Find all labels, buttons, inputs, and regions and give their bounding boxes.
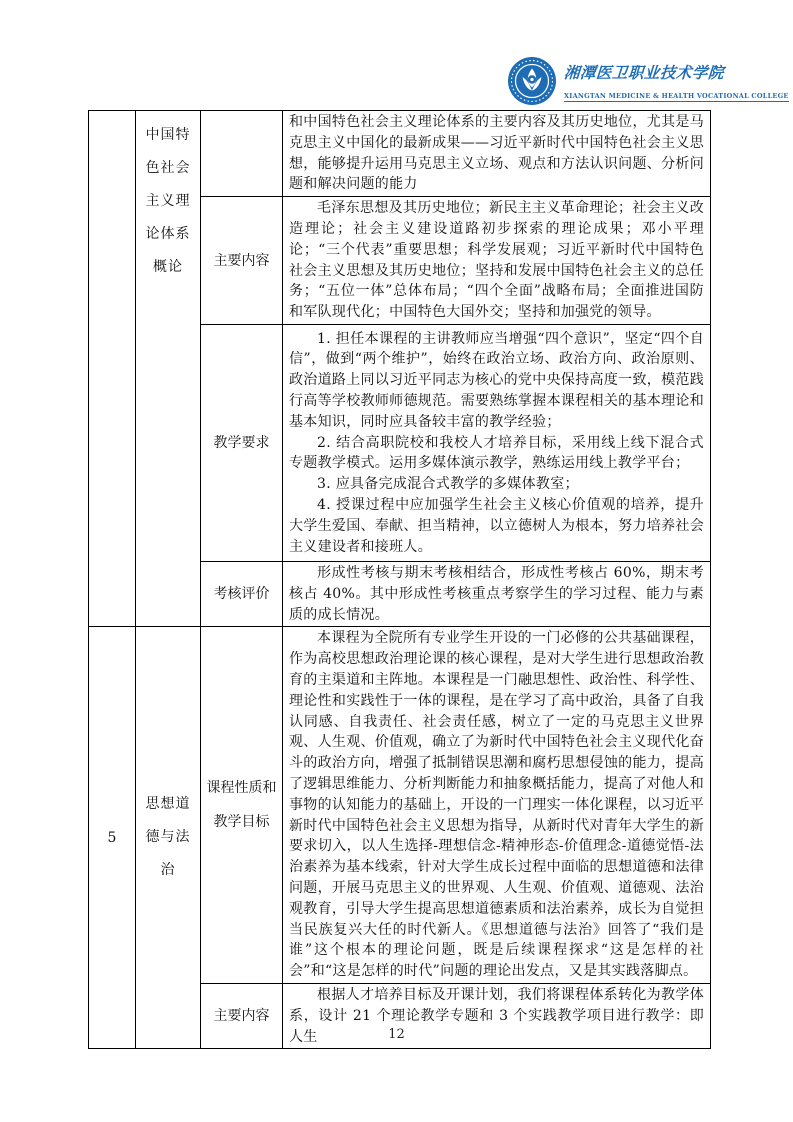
college-header [507, 56, 789, 106]
cell-section-content [283, 561, 711, 626]
content-paragraph: 和中国特色社会主义理论体系的主要内容及其历史地位，尤其是马克思主义中国化的最新成果——习近平新时代中国特色社会主义思想，能够提升运用马克思主义立场、观点和方法认识问题、分析问题和解决问题的能力 [289, 114, 704, 193]
cell-course-name: 思想道德与法治 [136, 627, 201, 1049]
cell-section-label: 课程性质和教学目标 [201, 627, 283, 984]
college-logo-icon [507, 56, 557, 106]
table-row [89, 627, 711, 984]
content-paragraph: 3. 应具备完成混合式教学的多媒体教室； [317, 476, 579, 493]
college-name-english: XIANGTAN MEDICINE & HEALTH VOCATIONAL COLLEGE [564, 91, 789, 100]
content-paragraph: 根据人才培养目标及开课计划，我们将课程体系转化为教学体系，设计 21 个理论教学专题和 3 个实践教学项目进行教学：即人生 [289, 986, 704, 1045]
content-paragraph: 1. 担任本课程的主讲教师应当增强“四个意识”，坚定“四个自信”，做到“两个维护”，始终在政治立场、政治方向、政治原则、政治道路上同以习近平同志为核心的党中央保持高度一致，模范践行高等学校教师师德规范。需要熟练掌握本课程相关的基本理论和基本知识，同时应具备较丰富的教学经验； [289, 330, 704, 430]
content-paragraph: 本课程为全院所有专业学生开设的一门必修的公共基础课程，作为高校思想政治理论课的核心课程，是对大学生进行思想政治教育的主渠道和主阵地。本课程是一门融思想性、政治性、科学性、理论性和实践性于一体的课程，是在学习了高中政治，具备了自我认同感、自我责任、社会责任感，树立了一定的马克思主义世界观、人生观、价值观，确立了为新时代中国特色社会主义现代化奋斗的政治方向，增强了抵制错误思潮和腐朽思想侵蚀的能力，提高了逻辑思维能力、分析判断能力和抽象概括能力，提高了对他人和事物的认知能力的基础上，开设的一门理实一体化课程，以习近平新时代中国特色社会主义思想为指导，从新时代对青年大学生的新要求切入，以人生选择-理想信念-精神形态-价值理念-道德觉悟-法治素养为基本线索，针对大学生成长过程中面临的思想道德和法律问题，开展马克思主义的世界观、人生观、价值观、道德观、法治观教育，引导大学生提高思想道德素质和法治素养，成长为自觉担当民族复兴大任的时代新人。《思想道德与法治》回答了“我们是谁”这个根本的理论问题，既是后续课程探求“这是怎样的社会”和“这是怎样的时代”问题的理论出发点，又是其实践落脚点。 [289, 630, 704, 980]
cell-section-label: 考核评价 [201, 561, 283, 626]
college-name-chinese: 湘潭医卫职业技术学院 [563, 62, 725, 82]
content-paragraph: 形成性考核与期末考核相结合，形成性考核占 60%，期末考核占 40%。其中形成性考核重点考察学生的学习过程、能力与素质的成长情况。 [289, 564, 704, 623]
content-paragraph: 毛泽东思想及其历史地位；新民主主义革命理论；社会主义改造理论；社会主义建设道路初步探索的理论成果；邓小平理论；“三个代表”重要思想；科学发展观；习近平新时代中国特色社会主义思想及其历史地位；坚持和发展中国特色社会主义的总任务；“五位一体”总体布局；“四个全面”战略布局；全面推进国防和军队现代化；中国特色大国外交；坚持和加强党的领导。 [289, 200, 704, 321]
cell-section-content [283, 627, 711, 984]
cell-section-label: 主要内容 [201, 983, 283, 1048]
cell-section-content [283, 324, 711, 561]
cell-course-name: 中国特色社会主义理论体系概论 [136, 111, 201, 627]
cell-section-content [283, 197, 711, 325]
content-paragraph: 2. 结合高职院校和我校人才培养目标，采用线上线下混合式专题教学模式。运用多媒体演示教学，熟练运用线上教学平台； [289, 434, 704, 472]
cell-section-label [201, 111, 283, 197]
course-syllabus-table [88, 110, 711, 1049]
content-paragraph: 4. 授课过程中应加强学生社会主义核心价值观的培养，提升大学生爱国、奉献、担当精神，以立德树人为根本，努力培养社会主义建设者和接班人。 [289, 496, 704, 555]
cell-row-number [89, 111, 136, 627]
cell-section-label: 教学要求 [201, 324, 283, 561]
cell-row-number: 5 [89, 627, 136, 1049]
cell-section-label: 主要内容 [201, 197, 283, 325]
table-row [89, 111, 711, 197]
college-names [564, 61, 789, 102]
page-number: 12 [388, 1027, 405, 1042]
cell-section-content [283, 111, 711, 197]
